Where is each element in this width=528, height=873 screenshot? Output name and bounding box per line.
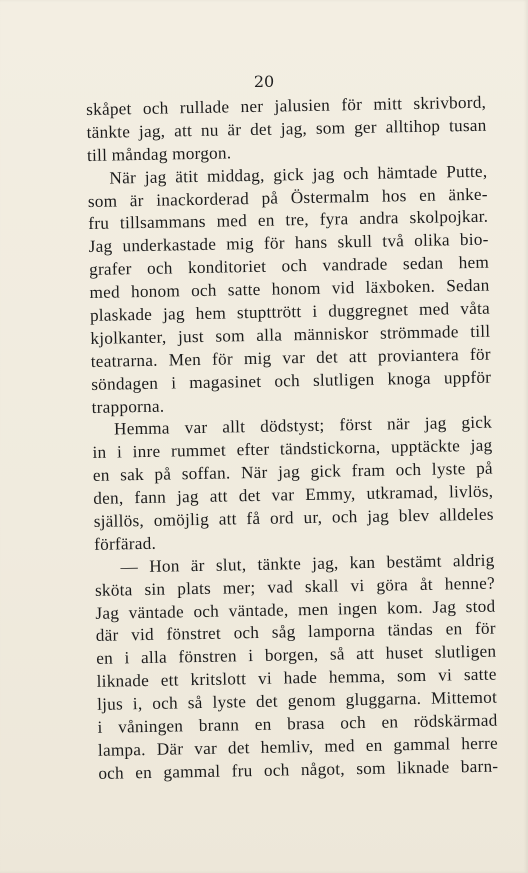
text-line: in i inre rummet efter tändstickorna, upptäckte jag — [92, 435, 493, 463]
body-text — [86, 92, 499, 786]
text-line: en sak på soffan. När jag gick fram och lyste på — [92, 458, 494, 486]
text-line: grafer och konditoriet och vandrade sedan hem — [88, 252, 490, 280]
text-line: — Hon är slut, tänkte jag, kan bestämt aldrig — [120, 550, 495, 577]
text-line: plaskade jag hem stupttrött i duggregnet med våta — [89, 298, 491, 325]
text-line: som är inackorderad på Östermalm hos en änke- — [87, 184, 488, 211]
text-line: skåpet och rullade ner jalusien för mitt skrivbord, — [86, 92, 487, 119]
text-line: med honom och satte honom vid läxboken. Sedan — [89, 275, 490, 303]
text-line: själlös, omöjlig att få ord ur, och jag blev alldeles — [93, 504, 494, 531]
text-line: ljus i, och så lyste det genom gluggarna. Mittemot — [96, 687, 498, 715]
text-line: förfärad. — [93, 533, 157, 554]
text-line: När jag ätit middag, gick jag och hämtade Putte, — [109, 161, 488, 188]
text-line: lampa. Där var det hemliv, med en gammal herre — [97, 733, 499, 760]
text-line: Jag väntade och väntade, men ingen kom. Jag stod — [95, 596, 496, 623]
text-line: till måndag morgon. — [86, 143, 232, 165]
text-line: kjolkanter, just som alla människor strömmade till — [90, 321, 491, 348]
text-line: Hemma var allt dödstyst; först när jag gick — [113, 413, 493, 440]
text-line: den, fann jag att det var Emmy, utkramad, livlös, — [93, 481, 494, 509]
text-line: trapporna. — [91, 396, 165, 417]
text-line: i våningen brann en brasa och en rödskärmad — [97, 710, 498, 737]
text-line: och en gammal fru och något, som liknade barn- — [98, 756, 499, 783]
text-line: en i alla fönstren i borgen, så att huset slutligen — [96, 641, 497, 669]
text-line: sköta sin plats mer; vad skall vi göra åt henne? — [94, 573, 496, 600]
text-line: där vid fönstret och såg lamporna tändas en för — [95, 619, 496, 646]
page-number: 20 — [253, 72, 275, 91]
text-line: teatrarna. Men för mig var det att proviantera för — [90, 344, 491, 371]
text-line: Jag underkastade mig för hans skull två olika bio- — [88, 229, 489, 257]
text-line: fru tillsammans med en tre, fyra andra skolpojkar. — [88, 207, 489, 234]
text-line: tänkte jag, att nu är det jag, som ger alltihop tusan — [86, 115, 487, 142]
text-line: liknade ett kritslott vi hade hemma, som vi satte — [96, 664, 497, 692]
text-line: söndagen i magasinet och slutligen knoga uppför — [91, 367, 492, 394]
